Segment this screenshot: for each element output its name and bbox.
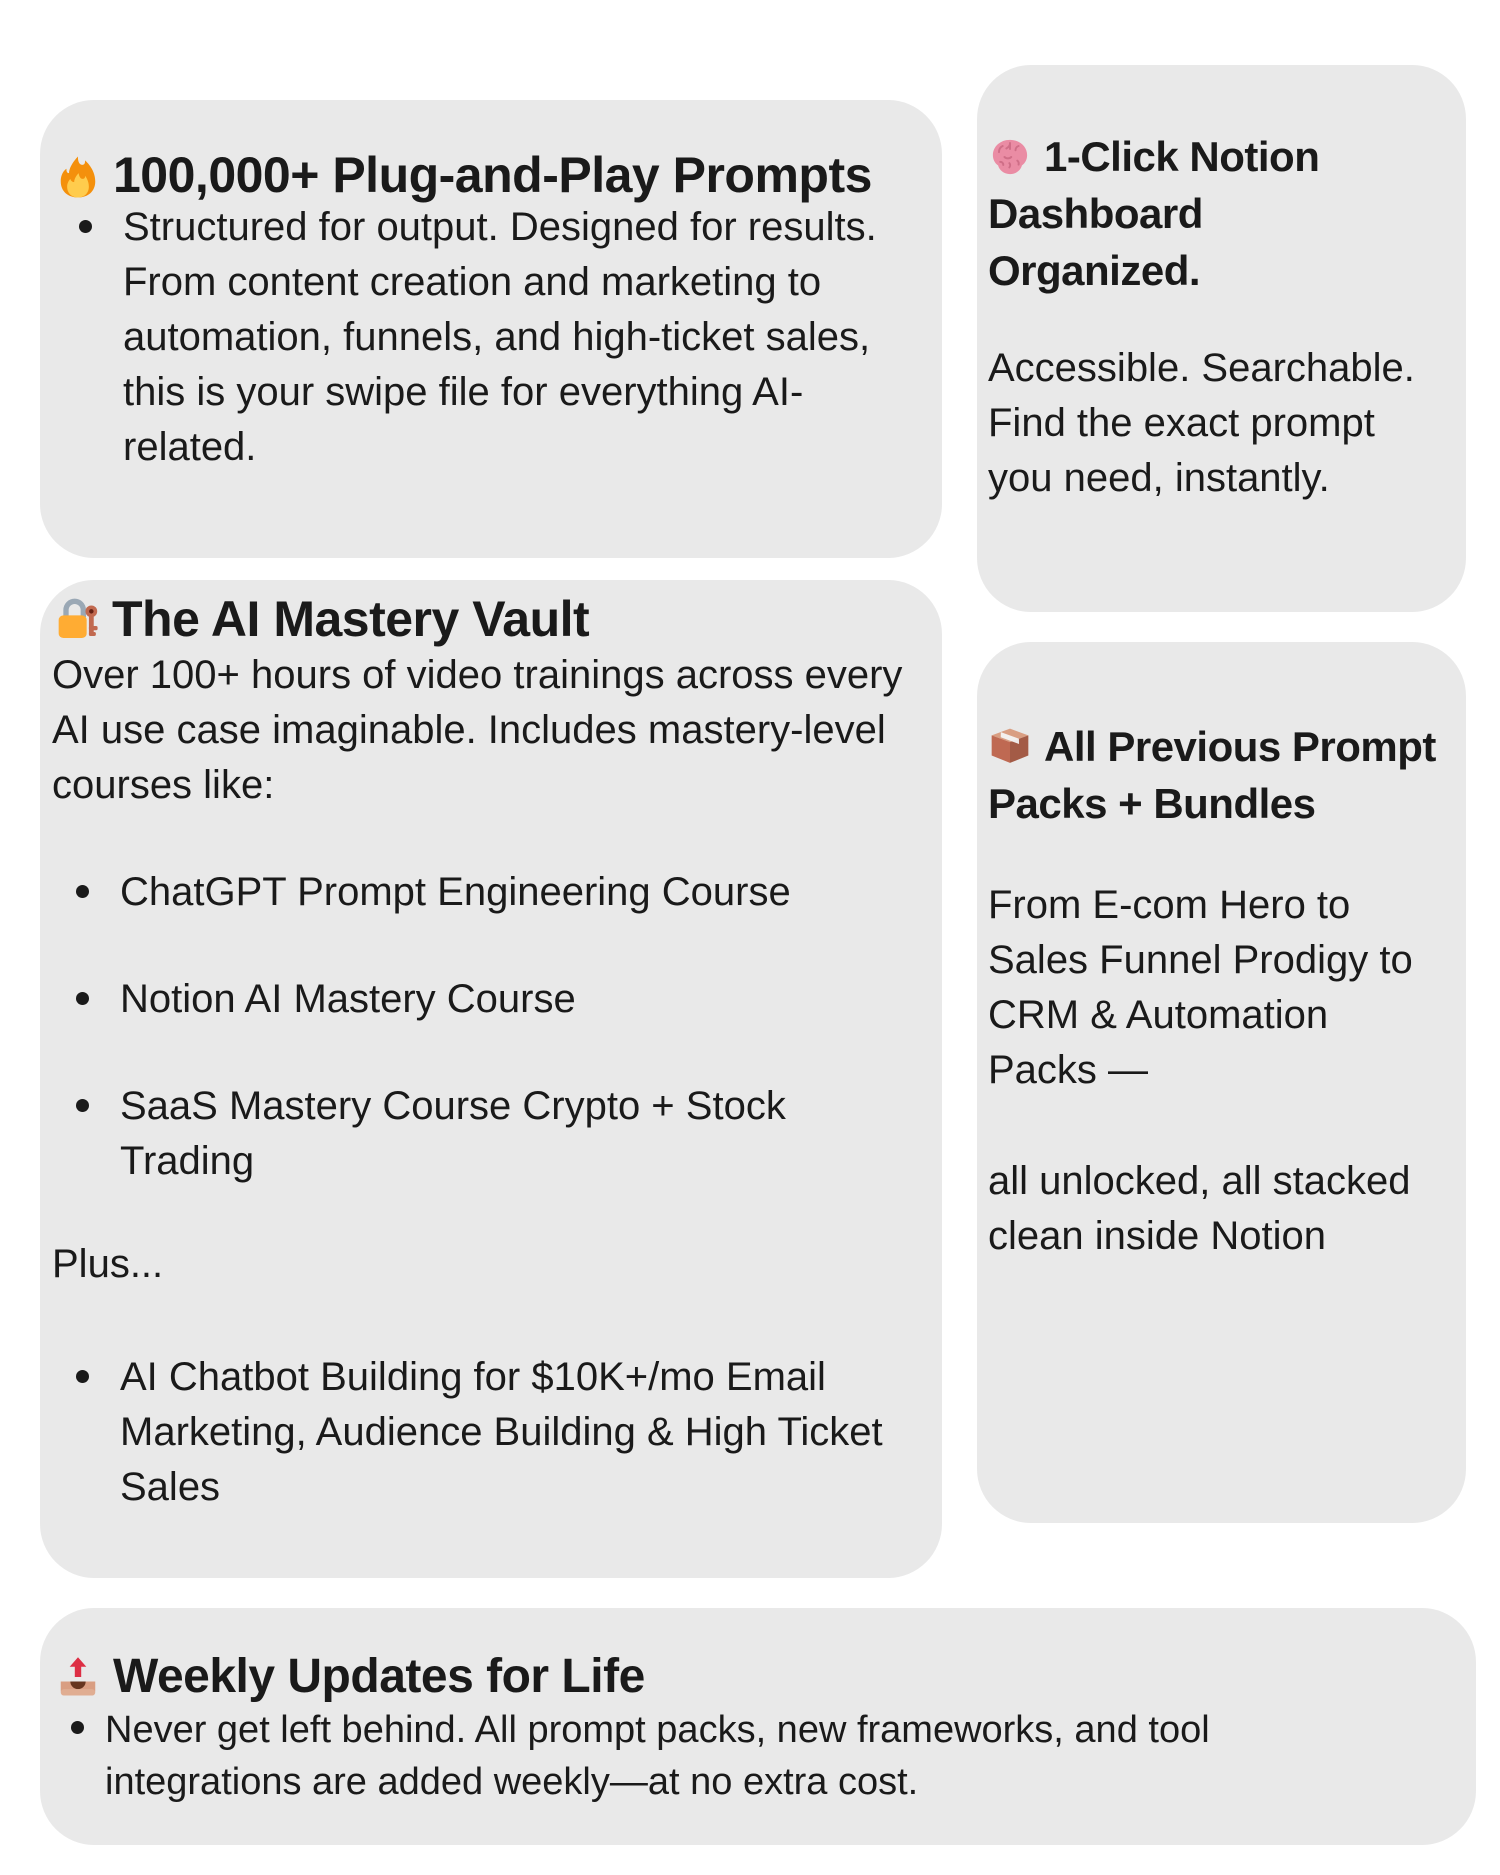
card-prompt-packs-title-text: All Previous Prompt Packs + Bundles — [988, 723, 1436, 827]
locked-with-key-icon — [52, 596, 100, 644]
list-item: Structured for output. Designed for results. From content creation and marketing to automation, funnels, and high-ticket sales, this is your swipe file for everything AI-related. — [55, 200, 922, 475]
card-prompt-packs-title — [988, 718, 1436, 832]
list-item: ChatGPT Prompt Engineering Course — [52, 865, 924, 920]
card-weekly-updates-title — [55, 1648, 1416, 1706]
package-icon — [988, 725, 1032, 769]
card-notion-dashboard-title — [988, 128, 1421, 299]
card-weekly-updates-list — [55, 1704, 1416, 1808]
outbox-tray-icon — [55, 1654, 101, 1700]
brain-icon — [988, 135, 1032, 179]
card-vault-plus-label: Plus... — [52, 1242, 164, 1286]
card-vault — [40, 580, 942, 1578]
card-vault-title — [52, 590, 924, 648]
card-vault-extra-list — [52, 1350, 924, 1515]
card-prompts — [40, 100, 942, 558]
card-prompt-packs-body-1: From E-com Hero to Sales Funnel Prodigy to CRM & Automation Packs — — [988, 883, 1413, 1092]
card-prompt-packs-body-2: all unlocked, all stacked clean inside Notion — [988, 1159, 1411, 1258]
list-item: Never get left behind. All prompt packs, new frameworks, and tool integrations are added weekly—at no extra cost. — [55, 1704, 1315, 1808]
card-notion-dashboard-title-text: 1-Click Notion Dashboard Organized. — [988, 133, 1320, 294]
card-weekly-updates — [40, 1608, 1476, 1845]
list-item: Notion AI Mastery Course — [52, 972, 924, 1027]
card-prompts-title-text: 100,000+ Plug-and-Play Prompts — [113, 147, 872, 203]
list-item: SaaS Mastery Course Crypto + Stock Trading — [52, 1079, 924, 1189]
card-weekly-updates-title-text: Weekly Updates for Life — [113, 1650, 645, 1703]
card-vault-intro: Over 100+ hours of video trainings across every AI use case imaginable. Includes mastery-level courses like: — [52, 653, 903, 807]
fire-icon — [55, 154, 101, 200]
card-vault-course-list — [52, 865, 924, 1189]
card-notion-dashboard-body: Accessible. Searchable. Find the exact prompt you need, instantly. — [988, 346, 1415, 500]
card-notion-dashboard — [977, 65, 1466, 612]
card-prompts-title — [55, 146, 922, 204]
card-prompts-list — [55, 200, 922, 475]
card-prompt-packs — [977, 642, 1466, 1523]
card-vault-title-text: The AI Mastery Vault — [112, 591, 590, 647]
list-item: AI Chatbot Building for $10K+/mo Email Marketing, Audience Building & High Ticket Sales — [52, 1350, 924, 1515]
